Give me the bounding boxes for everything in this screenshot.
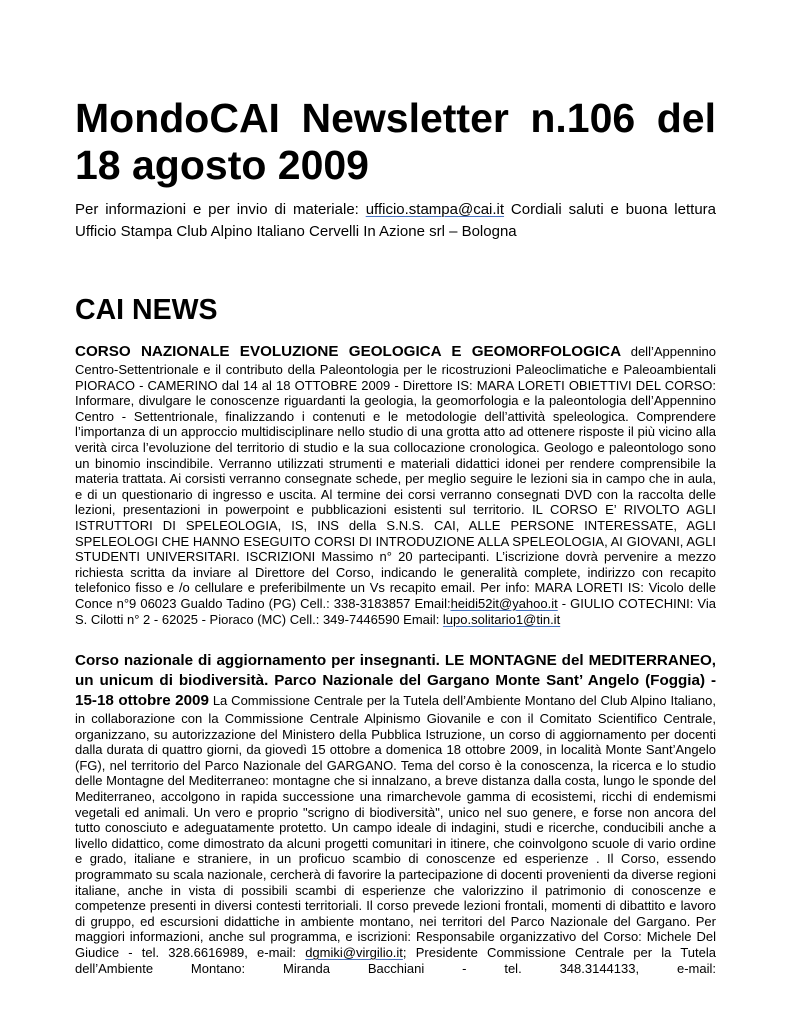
newsletter-title: MondoCAI Newsletter n.106 del 18 agosto 2009: [75, 95, 716, 188]
article2-body-1: La Commissione Centrale per la Tutela dell’Ambiente Montano del Club Alpino Italiano, in collaborazione con la Commissione Centrale Alpinismo Giovanile e con il Comitato Scientifico Centrale, organizzano, su autorizzazione del Ministero della Pubblica Istruzione, un corso di aggiornamento per docenti dalla durata di quattro giorni, da giovedì 15 ottobre a domenica 18 ottobre 2009, in località Monte Sant’Angelo (FG), nel territorio del Parco Nazionale del GARGANO. Tema del corso è la conoscenza, la ricerca e lo studio delle Montagne del Mediterraneo: montagne che si innalzano, a breve distanza dalla costa, lungo le sponde del Mediterraneo, accolgono in rapida successione una rimarchevole gamma di ecosistemi, ricchi di endemismi vegetali ed animali. Un vero e proprio "scrigno di biodiversità", unico nel suo genere, e forse non ancora del tutto conosciuto e adeguatamente protetto. Un campo ideale di indagini, studi e ricerche, conducibili anche a livello didattico, come dimostrato da alcuni progetti comunitari in itinere, che coinvolgono scuole di vario ordine e grado, italiane e straniere, in un proficuo scambio di conoscenze ed esperienze . Il Corso, essendo programmato su scala nazionale, cercherà di favorire la partecipazione di docenti provenienti da diverse regioni italiane, anche in vista di possibili scambi di esperienze che valorizzino il patrimonio di conoscenze e competenze presenti in diversi contesti territoriali. Il corso prevede lezioni frontali, momenti di dibattito e lavoro di gruppo, ed escursioni didattiche in ambiente montano, nei territori del Parco Nazionale del Gargano. Per maggiori informazioni, anche sul programma, e iscrizioni: Responsabile organizzativo del Corso: Michele Del Giudice - tel. 328.6616989, e-mail:: [75, 693, 716, 960]
article1-body-2: - GIULIO COTECHINI: Via S. Cilotti n° 2 - 62025 - Pioraco (MC) Cell.: 349-7446590 Email:: [75, 595, 716, 627]
article2-body-2: ; Presidente Commissione Centrale per la Tutela dell’Ambiente Montano: Miranda Bacchiani - tel. 348.3144133, e-mail:: [75, 945, 716, 976]
article1-lead-bold: CORSO NAZIONALE EVOLUZIONE GEOLOGICA E GEOMORFOLOGICA: [75, 343, 622, 360]
article-corso-insegnanti: [75, 651, 716, 976]
intro-text-before: Per informazioni e per invio di materiale:: [75, 201, 366, 218]
email-link-ufficio-stampa[interactable]: ufficio.stampa@cai.it: [365, 201, 505, 218]
article-corso-geologica: [75, 342, 716, 627]
email-link-dgmiki[interactable]: dgmiki@virgilio.it: [305, 945, 403, 960]
article2-lead-bold: Corso nazionale di aggiornamento per insegnanti. LE MONTAGNE del MEDITERRANEO, un unicum di biodiversità. Parco Nazionale del Gargano Monte Sant’ Angelo (Foggia) - 15-18 ottobre 2009: [75, 652, 716, 710]
section-heading-cai-news: CAI NEWS: [75, 294, 218, 326]
email-link-lupo-solitario[interactable]: lupo.solitario1@tin.it: [442, 611, 561, 627]
article1-body-1: dell’Appennino Centro-Settentrionale e il contributo della Paleontologia per le ricostruzioni Paleoclimatiche e Paleoambientali PIORACO - CAMERINO dal 14 al 18 OTTOBRE 2009 - Direttore IS: MARA LORETI OBIETTIVI DEL CORSO: Informare, divulgare le conoscenze riguardanti la geologia, la geomorfologia e la paleontologia dell’Appennino Centro - Settentrionale, finalizzando i contenuti e le metodologie dell’attività speleologica. Comprendere l’importanza di un approccio multidisciplinare nello studio di una grotta atto ad ottenere risposte il più vicino alla verità circa l’evoluzione del territorio di studio e la sua collocazione cronologica. Geologo e paleontologo sono un binomio inscindibile. Verranno utilizzati strumenti e materiali didattici idonei per rendere comprensibile la materia trattata. Ai corsisti verranno consegnate schede, per meglio seguire le lezioni sia in campo che in aula, e di un questionario di ingresso e uscita. Al termine dei corsi verranno consegnati DVD con la raccolta delle lezioni, presentazioni in powerpoint e pubblicazioni esistenti sul territorio. IL CORSO E’ RIVOLTO AGLI ISTRUTTORI DI SPELEOLOGIA, IS, INS della S.N.S. CAI, ALLE PERSONE INTERESSATE, AGLI SPELEOLOGI CHE HANNO ESEGUITO CORSI DI INTRODUZIONE ALLA SPELEOLOGIA, AI GIOVANI, AGLI STUDENTI UNIVERSITARI. ISCRIZIONI Massimo n° 20 partecipanti. L’iscrizione dovrà pervenire a mezzo richiesta scritta da inviare al Direttore del Corso, indicando le generalità complete, indirizzo con recapito telefonico fisso e /o cellulare e preferibilmente un Vs recapito email. Per info: MARA LORETI IS: Vicolo delle Conce n°9 06023 Gualdo Tadino (PG) Cell.: 338-3183857 Email:: [75, 344, 717, 611]
email-link-heidi52it[interactable]: heidi52it@yahoo.it: [450, 595, 558, 611]
intro-paragraph: [75, 199, 716, 243]
intro-text-after: Cordiali saluti e buona lettura Ufficio Stampa Club Alpino Italiano Cervelli In Azione srl – Bologna: [75, 201, 716, 240]
